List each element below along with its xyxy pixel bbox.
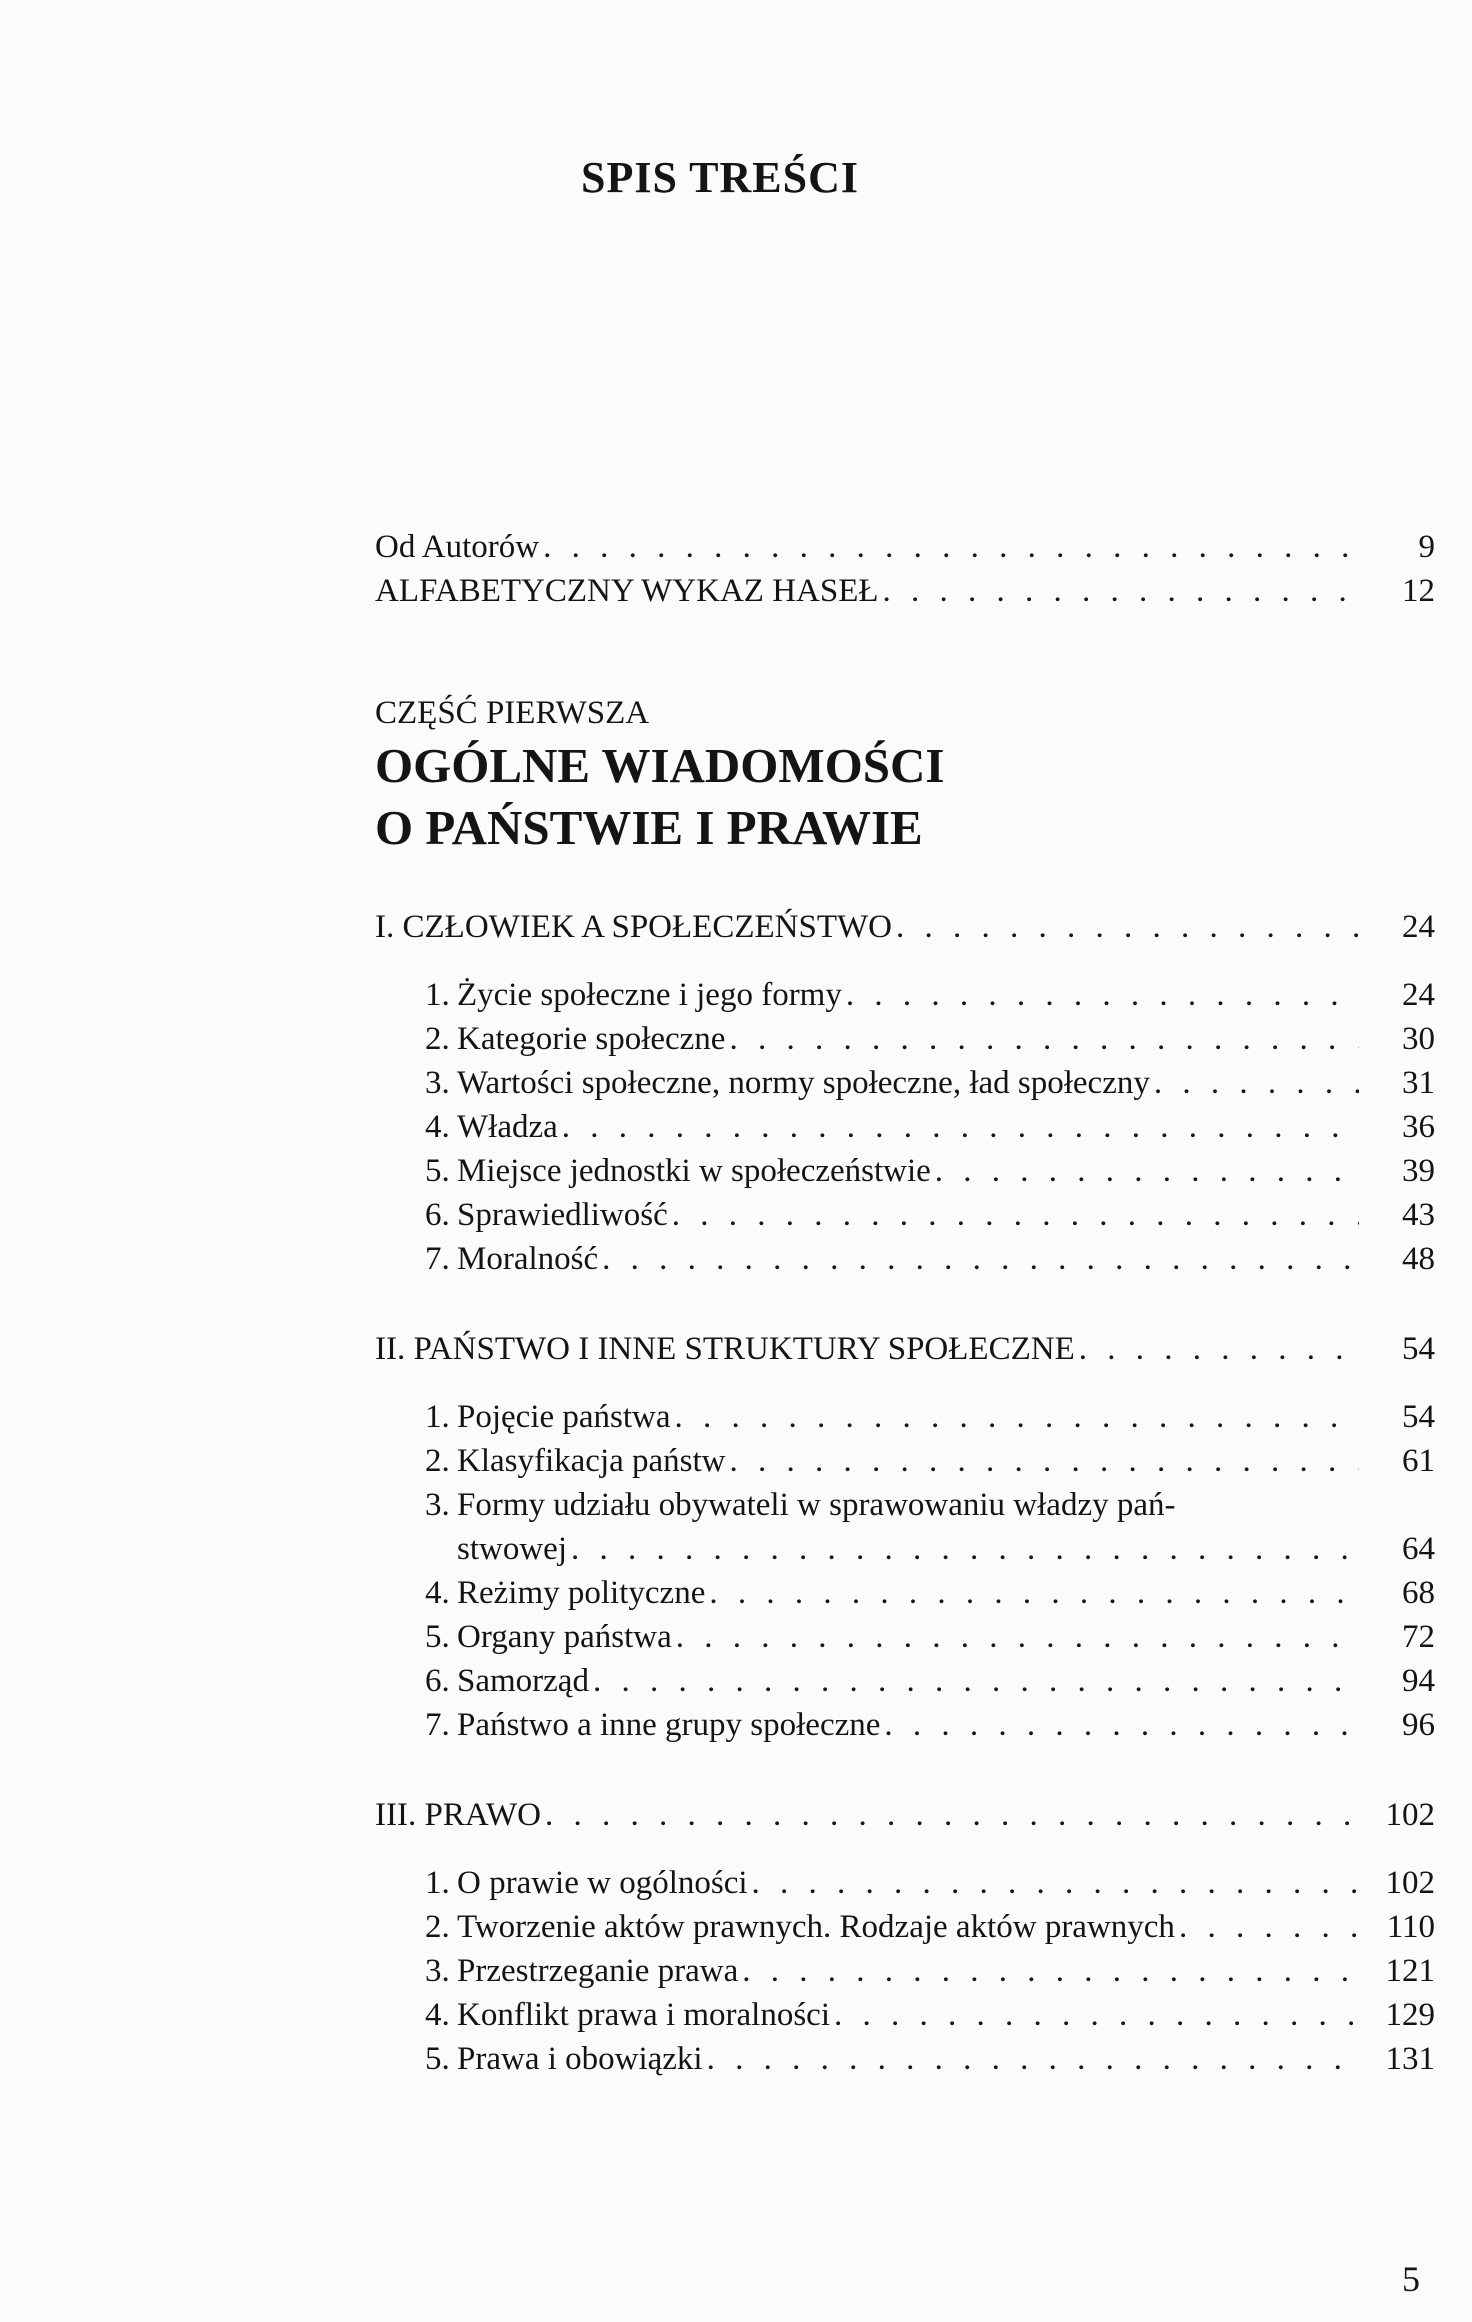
section-entry [375,1905,1435,1949]
section-number: 4. [425,1109,450,1145]
chapter-title: II. PAŃSTWO I INNE STRUKTURY SPOŁECZNE [375,1331,1075,1367]
section-number: 4. [425,1997,450,2033]
section-page: 94 [1402,1663,1435,1699]
part-title-line-1: OGÓLNE WIADOMOŚCI [375,738,945,793]
dot-leader [730,1439,1360,1483]
section-title: Pojęcie państwa [457,1399,671,1435]
part-title-line-2: O PAŃSTWIE I PRAWIE [375,800,923,855]
page-number: 5 [1402,2259,1420,2299]
entry-title: Od Autorów [375,529,540,565]
section-entry [375,1615,1435,1659]
section-number: 2. [425,1443,450,1479]
section-entry-continuation [375,1527,1435,1571]
section-entry [375,1061,1435,1105]
entry-title: ALFABETYCZNY WYKAZ HASEŁ [375,573,879,609]
dot-leader [707,2037,1359,2081]
section-title: Moralność [457,1241,599,1277]
dot-leader [1179,1905,1359,1949]
section-title: O prawie w ogólności [457,1865,748,1901]
section-title: Władza [457,1109,558,1145]
section-title: Organy państwa [457,1619,672,1655]
section-number: 1. [425,1865,450,1901]
section-title-continuation: stwowej [457,1531,567,1567]
dot-leader [935,1149,1359,1193]
section-number: 3. [425,1065,450,1101]
page-title: SPIS TREŚCI [581,153,859,202]
chapter-title: III. PRAWO [375,1797,541,1833]
section-page: 30 [1402,1021,1435,1057]
section-page: 43 [1402,1197,1435,1233]
section-number: 3. [425,1487,450,1523]
section-entry [375,1193,1435,1237]
toc-entry-front-0 [375,525,1435,569]
section-title: Klasyfikacja państw [457,1443,726,1479]
table-of-contents [375,525,1435,2081]
section-number: 2. [425,1909,450,1945]
dot-leader [562,1105,1359,1149]
dot-leader [1154,1061,1359,1105]
section-page: 24 [1402,977,1435,1013]
part-label: CZĘŚĆ PIERWSZA [375,695,650,731]
section-title: Samorząd [457,1663,589,1699]
entry-page: 9 [1418,529,1435,565]
section-title: Reżimy polityczne [457,1575,706,1611]
section-entry [375,1237,1435,1281]
dot-leader [884,1703,1359,1747]
section-title: Państwo a inne grupy społeczne [457,1707,881,1743]
section-entry [375,1659,1435,1703]
dot-leader [896,905,1359,949]
toc-entry-front-1 [375,569,1435,613]
section-number: 2. [425,1021,450,1057]
section-title: Przestrzeganie prawa [457,1953,739,1989]
dot-leader [571,1527,1359,1571]
section-page: 129 [1385,1997,1435,2033]
section-entry [375,973,1435,1017]
dot-leader [742,1949,1359,1993]
section-number: 1. [425,977,450,1013]
chapter-title: I. CZŁOWIEK A SPOŁECZEŃSTWO [375,909,892,945]
section-page: 36 [1402,1109,1435,1145]
section-title: Miejsce jednostki w społeczeństwie [457,1153,931,1189]
dot-leader [545,1793,1359,1837]
section-number: 4. [425,1575,450,1611]
chapter-page: 54 [1402,1331,1435,1367]
section-page: 64 [1402,1531,1435,1567]
section-entry [375,1395,1435,1439]
section-title: Formy udziału obywateli w sprawowaniu władzy pań- [457,1487,1176,1523]
dot-leader [676,1615,1359,1659]
dot-leader [543,525,1359,569]
section-page: 39 [1402,1153,1435,1189]
section-title: Wartości społeczne, normy społeczne, ład społeczny [457,1065,1150,1101]
section-number: 7. [425,1707,450,1743]
section-page: 121 [1385,1953,1435,1989]
section-page: 102 [1385,1865,1435,1901]
dot-leader [675,1395,1359,1439]
dot-leader [846,973,1359,1017]
chapter-entry [375,905,1435,949]
section-number: 3. [425,1953,450,1989]
dot-leader [752,1861,1359,1905]
dot-leader [602,1237,1359,1281]
section-entry [375,1017,1435,1061]
section-page: 54 [1402,1399,1435,1435]
section-page: 110 [1386,1909,1435,1945]
section-entry [375,1949,1435,1993]
section-page: 48 [1402,1241,1435,1277]
section-number: 5. [425,1153,450,1189]
section-page: 31 [1402,1065,1435,1101]
section-entry [375,1861,1435,1905]
section-title: Sprawiedliwość [457,1197,668,1233]
section-page: 131 [1385,2041,1435,2077]
section-entry [375,2037,1435,2081]
dot-leader [883,569,1359,613]
chapter-entry [375,1793,1435,1837]
chapter-page: 102 [1385,1797,1435,1833]
section-entry [375,1703,1435,1747]
chapter-page: 24 [1402,909,1435,945]
section-title: Tworzenie aktów prawnych. Rodzaje aktów prawnych [457,1909,1175,1945]
section-number: 5. [425,2041,450,2077]
section-number: 1. [425,1399,450,1435]
section-title: Życie społeczne i jego formy [457,977,842,1013]
section-entry [375,1149,1435,1193]
section-title: Prawa i obowiązki [457,2041,703,2077]
dot-leader [834,1993,1359,2037]
section-number: 6. [425,1663,450,1699]
section-page: 61 [1402,1443,1435,1479]
section-entry [375,1993,1435,2037]
section-title: Konflikt prawa i moralności [457,1997,830,2033]
dot-leader [1079,1327,1359,1371]
dot-leader [729,1017,1359,1061]
chapter-entry [375,1327,1435,1371]
section-page: 68 [1402,1575,1435,1611]
section-title: Kategorie społeczne [457,1021,726,1057]
section-entry [375,1571,1435,1615]
section-number: 5. [425,1619,450,1655]
section-entry [375,1439,1435,1483]
dot-leader [593,1659,1359,1703]
entry-page: 12 [1402,573,1435,609]
section-number: 6. [425,1197,450,1233]
section-page: 96 [1402,1707,1435,1743]
dot-leader [672,1193,1359,1237]
section-entry [375,1105,1435,1149]
section-page: 72 [1402,1619,1435,1655]
dot-leader [709,1571,1359,1615]
section-entry-first-line [375,1483,1435,1527]
section-number: 7. [425,1241,450,1277]
